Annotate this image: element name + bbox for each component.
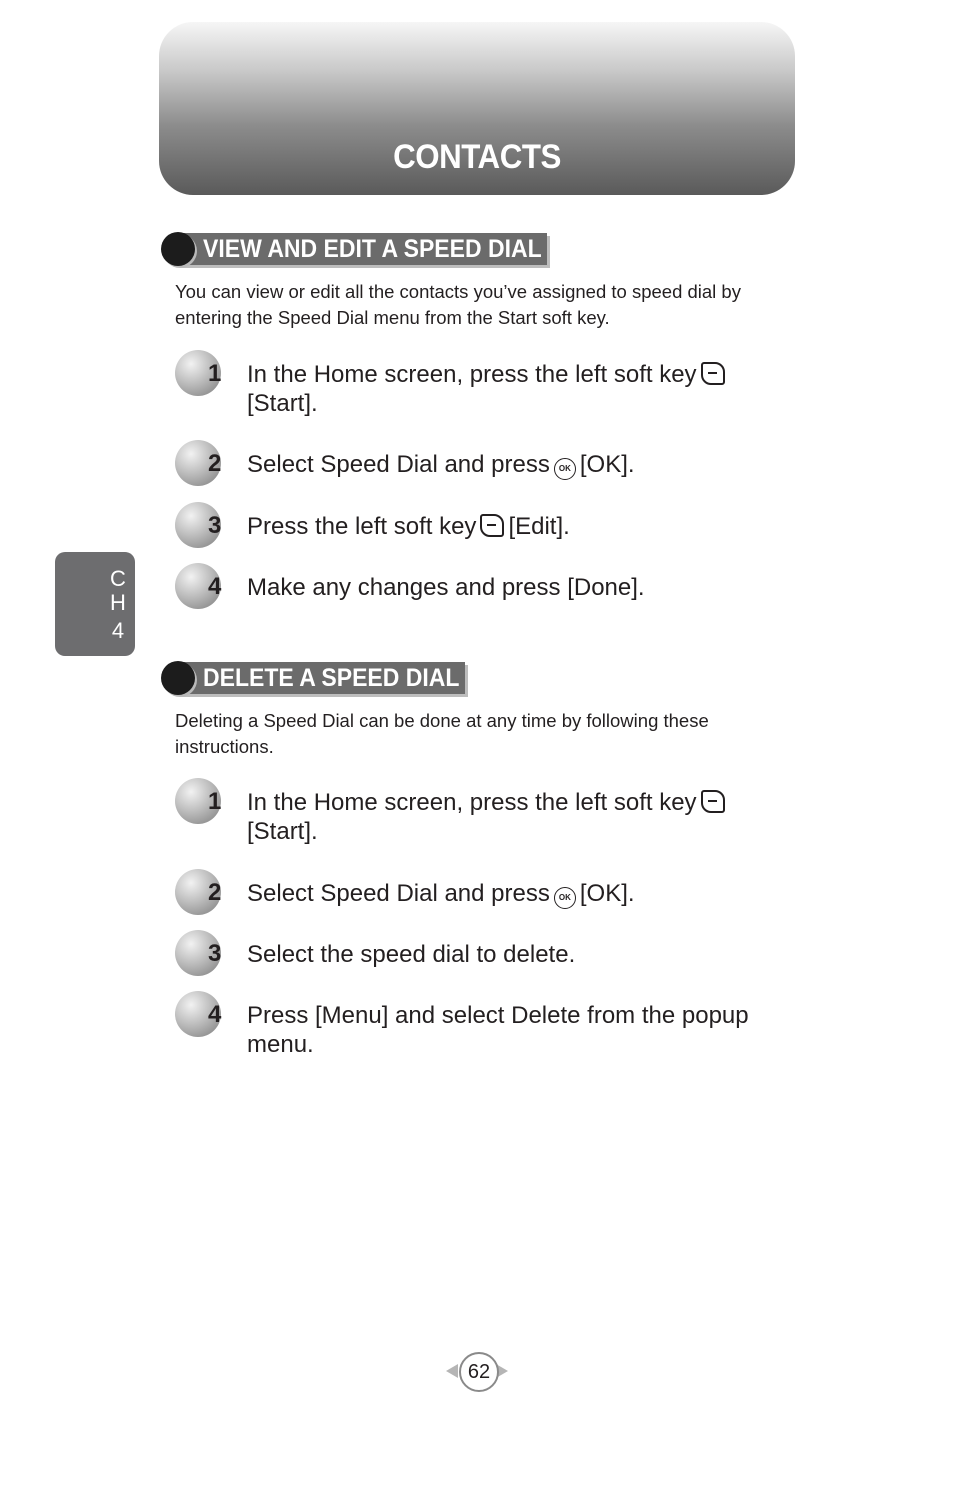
left-soft-key-icon bbox=[480, 514, 504, 537]
step-text: Select Speed Dial and press OK [OK]. bbox=[247, 880, 635, 907]
chapter-tab-number: 4 bbox=[111, 618, 125, 643]
step-number-badge: 3 bbox=[175, 502, 233, 548]
ok-key-icon: OK bbox=[554, 458, 576, 480]
chapter-tab bbox=[55, 552, 135, 656]
step-number-badge: 2 bbox=[175, 440, 233, 486]
step-text: Press [Menu] and select Delete from the popup menu. bbox=[247, 1002, 749, 1058]
step-text: Select Speed Dial and press OK [OK]. bbox=[247, 451, 635, 478]
step-number-badge: 4 bbox=[175, 563, 233, 609]
step-text: Select the speed dial to delete. bbox=[247, 941, 576, 968]
step-text: In the Home screen, press the left soft key [Start]. bbox=[247, 788, 792, 846]
section-bullet-icon bbox=[161, 661, 195, 695]
section-heading-label: DELETE A SPEED DIAL bbox=[203, 664, 460, 692]
step-number-badge: 1 bbox=[175, 778, 233, 824]
chapter-tab-letter-c: C bbox=[110, 566, 126, 591]
step-number-badge: 1 bbox=[175, 350, 233, 396]
step-text: In the Home screen, press the left soft key [Start]. bbox=[247, 360, 792, 418]
step-number-badge: 4 bbox=[175, 991, 233, 1037]
ok-key-icon: OK bbox=[554, 887, 576, 909]
step-number-badge: 2 bbox=[175, 869, 233, 915]
page-number: 62 bbox=[459, 1352, 499, 1392]
section-bullet-icon bbox=[161, 232, 195, 266]
left-soft-key-icon bbox=[701, 790, 725, 813]
step-number-badge: 3 bbox=[175, 930, 233, 976]
page-number-left-arrow-icon bbox=[446, 1364, 458, 1378]
section-intro: Deleting a Speed Dial can be done at any time by following these instructions. bbox=[175, 710, 709, 757]
section-heading-label: VIEW AND EDIT A SPEED DIAL bbox=[203, 235, 542, 263]
step-text: Make any changes and press [Done]. bbox=[247, 574, 645, 601]
step-text: Press the left soft key [Edit]. bbox=[247, 513, 570, 540]
section-intro: You can view or edit all the contacts you’ve assigned to speed dial by entering the Speed Dial menu from the Start soft key. bbox=[175, 281, 741, 328]
left-soft-key-icon bbox=[701, 362, 725, 385]
page-title: CONTACTS bbox=[393, 138, 561, 176]
chapter-tab-letter-h: H bbox=[110, 590, 126, 615]
